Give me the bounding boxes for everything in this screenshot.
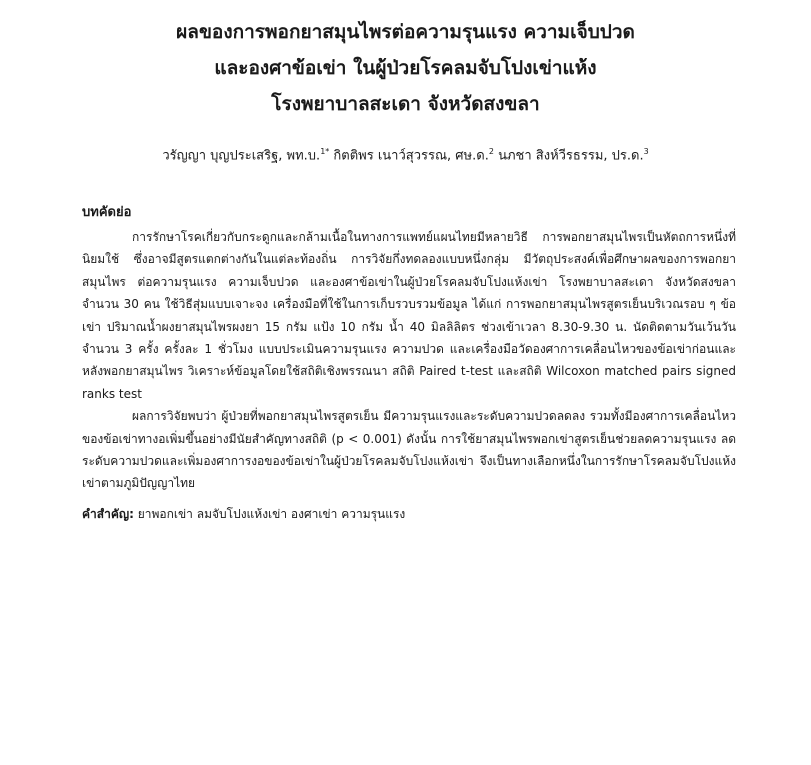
keywords-text: ยาพอกเข่า ลมจับโปงแห้งเข่า องศาเข่า ความรุนแรง	[133, 506, 406, 521]
abstract-paragraph-2: ผลการวิจัยพบว่า ผู้ป่วยที่พอกยาสมุนไพรสูตรเย็น มีความรุนแรงและระดับความปวดลดลง รวมทั้งมีองศาการเคลื่อนไหวของข้อเข่าทางอเพิ่มขึ้นอย่างมีนัยสำคัญทางสถิติ (p < 0.001) ดังนั้น การใช้ยาสมุนไพรพอกเข่าสูตรเย็นช่วยลดความรุนแรง ลดระดับความปวดและเพิ่มองศาการงอของข้อเข่าในผู้ป่วยโรคลมจับโปงแห้งเข่า จึงเป็นทางเลือกหนึ่งในการรักษาโรคลมจับโปงแห้งเข่าตามภูมิปัญญาไทย	[82, 409, 736, 491]
author-2-affiliation-mark: 2	[488, 147, 494, 156]
title-line-1: ผลของการพอกยาสมุนไพรต่อความรุนแรง ความเจ็บปวด	[176, 21, 635, 43]
abstract-heading: บทคัดย่อ	[82, 205, 132, 220]
keywords-label: คำสำคัญ:	[82, 506, 134, 521]
keywords-line	[82, 503, 736, 525]
author-3: นภชา สิงห์วีรธรรม, ปร.ด.	[493, 148, 644, 164]
abstract-section	[82, 202, 736, 525]
author-1-affiliation-mark: 1*	[320, 147, 330, 156]
author-1: วรัญญา บุญประเสริฐ, พท.บ.	[162, 148, 321, 164]
author-list	[0, 142, 811, 166]
author-3-affiliation-mark: 3	[643, 147, 649, 156]
author-2: กิตติพร เนาว์สุวรรณ, ศษ.ด.	[329, 148, 489, 164]
title-line-3: โรงพยาบาลสะเดา จังหวัดสงขลา	[271, 93, 540, 115]
title-line-2: และองศาข้อเข่า ในผู้ป่วยโรคลมจับโปงเข่าแห้ง	[214, 57, 597, 79]
paper-title	[0, 0, 811, 122]
abstract-paragraph-1: การรักษาโรคเกี่ยวกับกระดูกและกล้ามเนื้อในทางการแพทย์แผนไทยมีหลายวิธี การพอกยาสมุนไพรเป็นหัตถการหนึ่งที่นิยมใช้ ซึ่งอาจมีสูตรแตกต่างกันในแต่ละท้องถิ่น การวิจัยกึ่งทดลองแบบหนึ่งกลุ่ม มีวัตถุประสงค์เพื่อศึกษาผลของการพอกยาสมุนไพร ต่อความรุนแรง ความเจ็บปวด และองศาข้อเข่าในผู้ป่วยโรคลมจับโปงแห้งเข่า โรงพยาบาลสะเดา จังหวัดสงขลา จำนวน 30 คน ใช้วิธีสุ่มแบบเจาะจง เครื่องมือที่ใช้ในการเก็บรวบรวมข้อมูล ได้แก่ การพอกยาสมุนไพรสูตรเย็นบริเวณรอบ ๆ ข้อเข่า ปริมาณน้ำผงยาสมุนไพรผงยา 15 กรัม แป้ง 10 กรัม น้ำ 40 มิลลิลิตร ช่วงเข้าเวลา 8.30-9.30 น. นัดติดตามวันเว้นวัน จำนวน 3 ครั้ง ครั้งละ 1 ชั่วโมง แบบประเมินความรุนแรง ความปวด และเครื่องมือวัดองศาการเคลื่อนไหวของข้อเข่าก่อนและหลังพอกยาสมุนไพร วิเคราะห์ข้อมูลโดยใช้สถิติเชิงพรรณนา สถิติ Paired t-test และสถิติ Wilcoxon matched pairs signed ranks test	[82, 230, 736, 401]
